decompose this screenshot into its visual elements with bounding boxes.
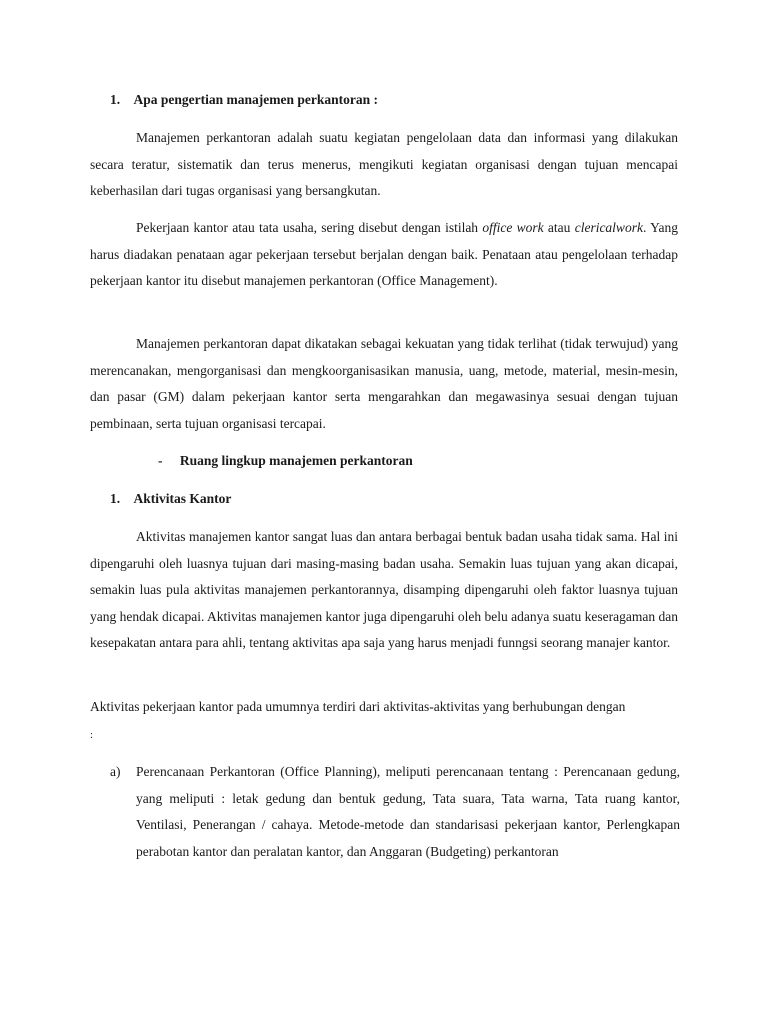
paragraph-tail: : <box>90 728 94 741</box>
paragraph-activity-list-intro <box>90 694 678 748</box>
list-marker: a) <box>110 764 121 779</box>
paragraph-text: . Yang harus diadakan penataan agar pekerjaan tersebut berjalan dengan baik. Penataan atau pengelolaan terhadap pekerjaan kantor itu disebut manajemen perkantoran (Office Management). <box>90 220 678 288</box>
paragraph-office-work <box>90 215 678 295</box>
term-office-work: office work <box>482 220 544 235</box>
heading-number: 1. <box>110 491 121 506</box>
paragraph-text: Pekerjaan kantor atau tata usaha, sering disebut dengan istilah <box>136 220 483 235</box>
heading-text: Apa pengertian manajemen perkantoran : <box>133 92 378 107</box>
paragraph-invisible-force: Manajemen perkantoran dapat dikatakan sebagai kekuatan yang tidak terlihat (tidak terwujud) yang merencanakan, mengorganisasi dan mengkoorganisasikan manusia, uang, metode, material, mesin-mesin, dan pasar (GM) dalam pekerjaan kantor serta mengarahkan dan megawasinya sesuai dengan tujuan pembinaan, serta tujuan organisasi tercapai. <box>90 336 678 431</box>
heading-question-1 <box>110 92 378 108</box>
section-dash: - <box>158 453 163 468</box>
paragraph-text: atau <box>543 220 575 235</box>
heading-office-activity <box>110 491 231 507</box>
paragraph-definition: Manajemen perkantoran adalah suatu kegiatan pengelolaan data dan informasi yang dilakukan secara teratur, sistematik dan terus menerus, mengikuti kegiatan organisasi dengan tujuan mencapai keberhasilan dari tugas organisasi yang bersangkutan. <box>90 130 678 198</box>
paragraph-activity-scope: Aktivitas manajemen kantor sangat luas dan antara berbagai bentuk badan usaha tidak sama. Hal ini dipengaruhi oleh luasnya tujuan dari masing-masing badan usaha. Semakin luas tujuan yang akan dicapai, semakin luas pula aktivitas manajemen perkantorannya, disamping dipengaruhi oleh faktor luasnya tujuan yang hendak dicapai. Aktivitas manajemen kantor juga dipengaruhi oleh belu adanya suatu keseragaman dan kesepakatan antara para ahli, tentang aktivitas apa saja yang harus menjadi funngsi seorang manajer kantor. <box>90 529 678 650</box>
list-item <box>110 759 680 865</box>
list-item-text: Perencanaan Perkantoran (Office Planning), meliputi perencanaan tentang : Perencanaan gedung, yang meliputi : letak gedung dan bentuk gedung, Tata suara, Tata warna, Tata ruang kantor, Ventilasi, Penerangan / cahaya. Metode-metode dan standarisasi pekerjaan kantor, Perlengkapan perabotan kantor dan peralatan kantor, dan Anggaran (Budgeting) perkantoran <box>136 764 680 859</box>
section-title: Ruang lingkup manajemen perkantoran <box>179 453 413 468</box>
heading-text: Aktivitas Kantor <box>133 491 232 506</box>
term-clericalwork: clericalwork <box>574 220 643 235</box>
heading-number: 1. <box>110 92 121 107</box>
paragraph-text: Aktivitas pekerjaan kantor pada umumnya terdiri dari aktivitas-aktivitas yang berhubungan dengan <box>90 699 626 714</box>
section-heading-scope <box>158 453 413 469</box>
